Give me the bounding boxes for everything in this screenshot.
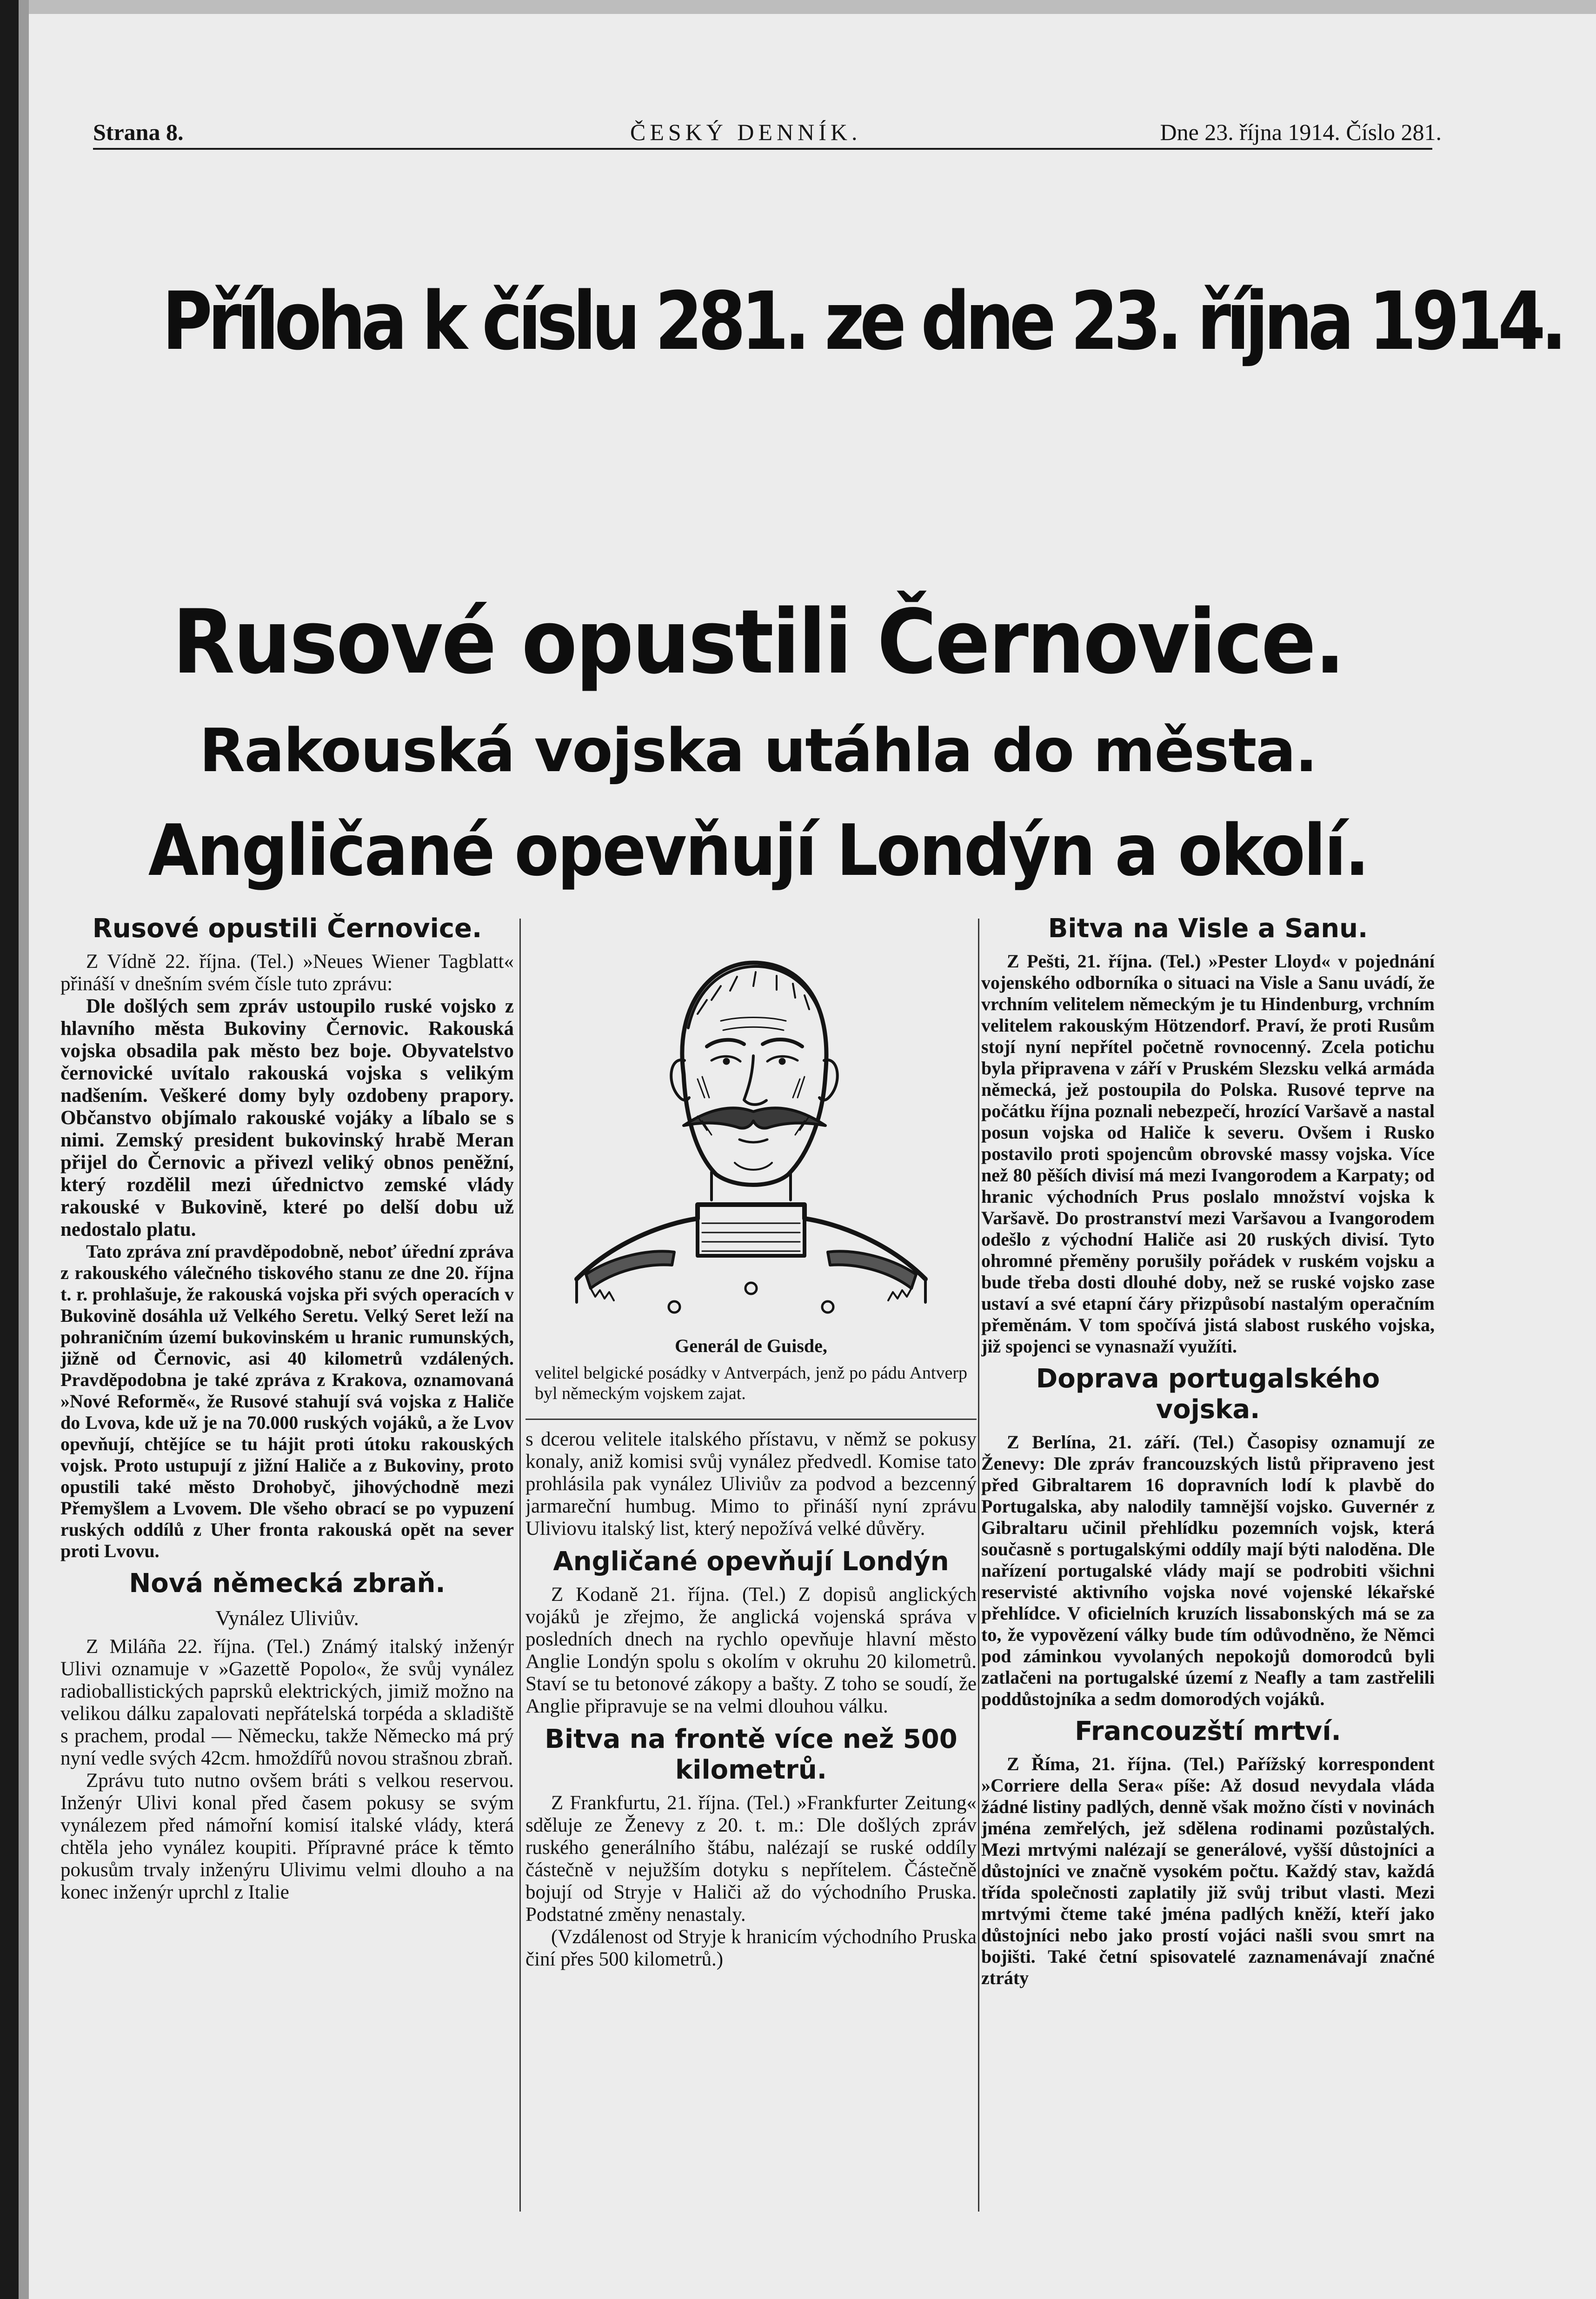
column-1 [60, 907, 514, 2243]
sub-headline-1: Rakouská vojska utáhla do města. [199, 716, 1317, 786]
page-header [93, 119, 1442, 156]
general-portrait-engraving [558, 921, 944, 1330]
scan-top-edge [0, 0, 1596, 14]
article-paragraph: Z Říma, 21. října. (Tel.) Pařížský korrespondent »Corriere della Sera« píše: Až dosud nevydala vláda žádné listiny padlých, denně však možno čísti v novinách jména zemřelých, jež sdělena rodinami pozůstalých. Mezi mrtvými nalézají se generálové, vyšší důstojníci a důstojníci ve značně vysokém počtu. Každý stav, každá třída společnosti zaplatily již svůj tribut vlasti. Mezi mrtvými čteme také jména padlých kněží, kteří jako důstojníci nebo jako prostí vojáci našli svou smrt na bojišti. Také četní spisovatelé zaznamenávají značné ztráty [981, 1753, 1435, 1988]
column-3 [981, 907, 1435, 2243]
newspaper-title: ČESKÝ DENNÍK. [630, 119, 862, 145]
article-paragraph: (Vzdálenost od Stryje k hranicím východního Pruska činí přes 500 kilometrů.) [525, 1926, 977, 1970]
article-title-french-dead: Francouzští mrtví. [1075, 1716, 1341, 1746]
header-rule [93, 148, 1432, 150]
portrait-caption-text: velitel belgické posádky v Antverpách, jenž po pádu Antverp byl německým vojskem zajat. [535, 1363, 967, 1403]
issue-date-number: Dne 23. října 1914. Číslo 281. [1160, 119, 1442, 145]
page-number: Strana 8. [93, 119, 184, 145]
portrait-figure [525, 907, 977, 1409]
article-paragraph: Z Kodaně 21. října. (Tel.) Z dopisů anglických vojáků je zřejmo, že anglická vojenská správa v posledních dnech na rychlo opevňuje hlavní město Anglie Londýn spolu s okolím v okruhu 20 kilometrů. Staví se tu betonové zákopy a bašty. Z toho se soudí, že Anglie připravuje se na velmi dlouhou válku. [525, 1584, 977, 1717]
article-title-front-500km: Bitva na frontě více než 500 kilometrů. [545, 1724, 958, 1785]
main-headline: Rusové opustili Černovice. [172, 591, 1344, 693]
article-subtitle: Vynález Uliviův. [215, 1606, 359, 1630]
column-2 [525, 907, 977, 2243]
sub-headline-2: Angličané opevňují Londýn a okolí. [148, 809, 1368, 892]
scan-left-margin-shadow [19, 0, 29, 2299]
scan-left-edge [0, 0, 19, 2299]
article-paragraph: Tato zpráva zní pravděpodobně, neboť úřední zpráva z rakouského válečného tiskového stanu ze dne 20. října t. r. prohlašuje, že rakouská vojska při svých operacích v Bukovině dosáhla už Velkého Seretu. Velký Seret leží na pohraničním území bukovinském u hranic rumunských, jižně od Černovic, asi 40 kilometrů vzdálených. Pravděpodobna je také zpráva z Krakova, oznamovaná »Nové Reformě«, že Rusové stahují svá vojska z Haliče do Lvova, kde už je na 70.000 ruských vojáků, a že Lvov opevňují, chtějíce se tu hájit proti útoku rakouských vojsk. Proto ustupují z jižní Haliče a z Bukoviny, proto opustili také město Drohobyč, jihovýchodně mezi Přemyšlem a Lvovem. Dle všeho obrací se po vypuzení ruských oddílů z Uher fronta rakouská opět na sever proti Lvovu. [60, 1241, 514, 1561]
article-title-weapon: Nová německá zbraň. [129, 1568, 446, 1599]
article-paragraph: Z Frankfurtu, 21. října. (Tel.) »Frankfurter Zeitung« sděluje ze Ženevy z 20. t. m.: Dle došlých zpráv ruského generálního štábu, nalézají se ruské oddíly částečně v nejužším dotyku s nepřítelem. Částečně bojují od Stryje v Haliči až do východního Pruska. Podstatné změny nenastaly. [525, 1792, 977, 1926]
portrait-caption-name: Generál de Guisde, [675, 1335, 827, 1356]
article-paragraph: Z Berlína, 21. září. (Tel.) Časopisy oznamují ze Ženevy: Dle zpráv francouzských listů připraveno jest před Gibraltarem 16 dopravních lodí k plavbě do Portugalska, aby nalodily tamnější vojsko. Guvernér z Gibraltaru učinil přehlídku pozemních vojsk, která současně s portugalskými oddíly mají býti naloděna. Dle nařízení portugalské vlády mají se podrobiti všichni reservisté aktivního vojska nové vojenské lékařské přehlídce. V oficielních kruzích lissabonských má se za to, že vypovězení války bude tím odůvodněno, že Němci pod záminkou vyvolaných nepokojů domorodců byli zatlačeni na portugalské území z Neafly a tam zastřelili poddůstojníka a sedm domorodých vojáků. [981, 1432, 1435, 1709]
article-title-portugal: Doprava portugalského vojska. [1036, 1364, 1380, 1425]
article-title-london: Angličané opevňují Londýn [553, 1546, 949, 1577]
article-paragraph: Z Pešti, 21. října. (Tel.) »Pester Lloyd« v pojednání vojenského odborníka o situaci na Visle a Sanu uvádí, že vrchním velitelem německým je tu Hindenburg, vrchním velitelem rakouským Hötzendorf. Praví, že proti Rusům stojí nyní nepřítel početně rovnocenný. Zcela potichu byla připravena v září v Pruském Slezsku velká armáda německá, jež postoupila do Polska. Rusové teprve na počátku října poznali nebezpečí, hrozící Varšavě a nastal posun vojska od Haliče k severu. Ovšem i Rusko postavilo proti spojencům obrovské massy vojska. Více než 80 pěších divisí má mezi Ivangorodem a Karpaty; od hranic východních Prus poslalo množství vojska k Varšavě. Do prostranství mezi Varšavou a Ivangorodem odešlo z východní Haliče asi 20 ruských divisí. Tyto ohromné přeměny porušily pořádek v ruském vojsku a bude třeba dosti dlouhé doby, než se ruské vojsko zase ustaví a své etapní čáry přizpůsobí nastalým operačním přeměnám. V tom spočívá jistá slabost ruského vojska, již spojenci se vynasnaží využíti. [981, 951, 1435, 1357]
article-paragraph: Zprávu tuto nutno ovšem bráti s velkou reservou. Inženýr Ulivi konal před časem pokusy se svým vynálezem před námořní komisí italské vlády, která chtěla jeho vynález koupiti. Přípravné práce k těmto pokusům trvaly inženýru Ulivimu velmi dlouho a na konec inženýr uprchl z Italie [60, 1770, 514, 1903]
column-rule-1 [519, 919, 521, 2212]
article-paragraph: Dle došlých sem zpráv ustoupilo ruské vojsko z hlavního města Bukoviny Černovic. Rakouská vojska obsadila pak město bez boje. Obyvatelstvo černovické uvítalo rakouská vojska s velikým nadšením. Veškeré domy byly ozdobeny prapory. Občanstvo objímalo rakouské vojáky a líbalo se s nimi. Zemský president bukovinský hrabě Meran přijel do Černovic a přivezl veliký obnos peněžní, který rozdělil mezi úřednictvo zemské vlády rakouské v Bukovině, které po delší dobu už nedostalo platu. [60, 995, 514, 1240]
article-paragraph-continued: s dcerou velitele italského přístavu, v němž se pokusy konaly, aniž komisi svůj vynález předvedl. Komise tato prohlásila pak vynález Uliviův za podvod a bezcenný jarmareční humbug. Mimo to přináší nyní zprávu Uliviovu italský list, který nepožívá velké důvěry. [525, 1428, 977, 1539]
article-title-cernovice: Rusové opustili Černovice. [92, 913, 482, 944]
article-paragraph: Z Miláña 22. října. (Tel.) Známý italský inženýr Ulivi oznamuje v »Gazettě Popolo«, že svůj vynález radioballistických paprsků elektrických, jimiž možno na velikou dálku zapalovati nepřátelská torpéda a skladiště s prachem, prodal — Německu, takže Německo má prý nyní vedle svých 42cm. hmoždířů novou strašnou zbraň. [60, 1636, 514, 1769]
supplement-banner: Příloha k číslu 281. ze dne 23. října 1914. [162, 274, 1563, 368]
article-paragraph: Z Vídně 22. října. (Tel.) »Neues Wiener Tagblatt« přináší v dnešním svém čísle tuto zprávu: [60, 951, 514, 995]
column-2-rule [525, 1419, 977, 1420]
article-title-visla-san: Bitva na Visle a Sanu. [1048, 913, 1368, 944]
column-rule-2 [978, 919, 979, 2212]
